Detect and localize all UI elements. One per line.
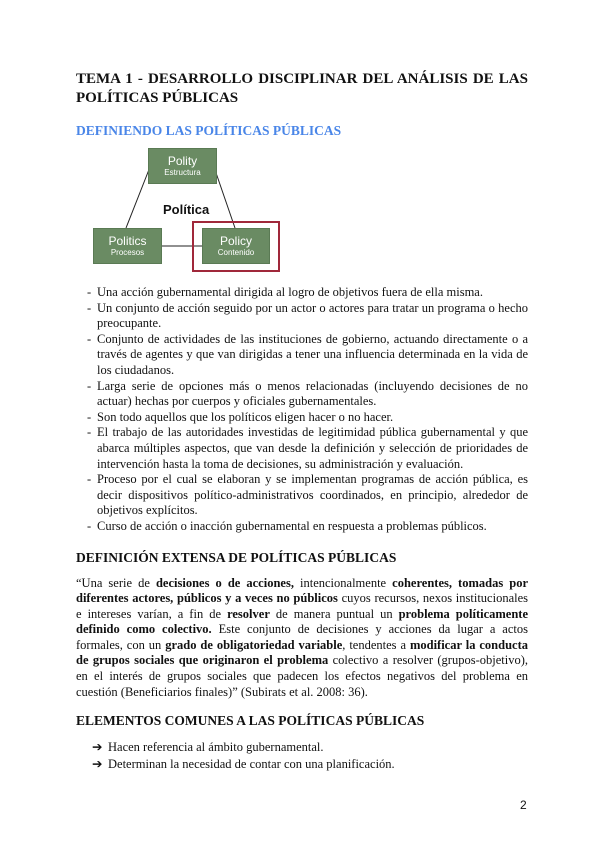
list-item: [76, 472, 528, 519]
text-segment: intencionalmente: [293, 575, 393, 590]
dash-marker: -: [87, 331, 92, 346]
dash-marker: -: [87, 518, 92, 533]
bold-text-segment: coherentes, tomadas por diferentes actores, públicos y a veces no públicos: [76, 575, 528, 606]
page-number: 2: [520, 798, 527, 812]
list-item: [76, 425, 528, 472]
policy-title: Policy: [219, 234, 252, 248]
list-item: [76, 301, 528, 332]
section-heading-definiendo: DEFINIENDO LAS POLÍTICAS PÚBLICAS: [76, 123, 342, 138]
list-item-text: Conjunto de actividades de las instituciones de gobierno, actuando directamente o a través de agentes y que van dirigidas a tener una influencia determinada en la vida de los ciudadanos.: [97, 331, 528, 377]
polity-box: [148, 148, 217, 184]
list-item-text: Larga serie de opciones más o menos relacionadas (incluyendo decisiones de no actuar) hechas por cuerpos y oficiales gubernamentales.: [97, 378, 528, 409]
list-item: [76, 379, 528, 410]
politics-title: Politics: [108, 234, 147, 248]
text-segment: , tendentes a: [342, 637, 410, 652]
bold-text-segment: grado de obligatoriedad variable: [165, 637, 343, 652]
text-segment: de manera puntual un: [269, 606, 399, 621]
bold-text-segment: modificar la conducta de grupos sociales que originaron el problema: [76, 637, 528, 668]
bold-text-segment: problema políticamente definido como colectivo.: [76, 606, 529, 637]
common-elements-list: [92, 739, 528, 772]
polity-politics-policy-diagram: [0, 139, 600, 279]
list-item: [92, 739, 528, 756]
politics-box: [93, 228, 162, 264]
arrow-icon: ➔: [92, 740, 103, 755]
definitions-list: [76, 285, 528, 535]
politics-subtitle: Procesos: [110, 248, 145, 257]
dash-marker: -: [87, 378, 92, 393]
policy-box: [202, 228, 270, 264]
bold-text-segment: decisiones o de acciones,: [155, 575, 294, 590]
document-title: TEMA 1 - DESARROLLO DISCIPLINAR DEL ANÁLISIS DE LAS POLÍTICAS PÚBLICAS: [76, 71, 528, 106]
list-item: [92, 756, 528, 773]
dash-marker: -: [87, 300, 92, 315]
polity-title: Polity: [167, 154, 198, 168]
list-item-text: Determinan la necesidad de contar con una planificación.: [108, 756, 395, 771]
section-heading-elementos-comunes: ELEMENTOS COMUNES A LAS POLÍTICAS PÚBLICAS: [76, 713, 425, 729]
polity-subtitle: Estructura: [164, 168, 201, 177]
bold-text-segment: resolver: [227, 606, 270, 621]
diagram-connectors: [0, 139, 600, 279]
dash-marker: -: [87, 425, 92, 440]
policy-subtitle: Contenido: [217, 248, 255, 257]
list-item-text: Un conjunto de acción seguido por un actor o actores para tratar un programa o hecho preocupante.: [97, 300, 528, 331]
text-segment: cuyos recursos, nexos institucionales e intereses varían, a fin de: [76, 591, 528, 621]
list-item: [76, 332, 528, 379]
list-item: [76, 519, 528, 535]
diagram-center-label: Política: [163, 202, 210, 217]
list-item-text: Proceso por el cual se elaboran y se implementan programas de acción pública, es decir dispositivos político-administrativos coordinados, en principio, alrededor de objetivos explícitos.: [97, 472, 528, 518]
list-item-text: Hacen referencia al ámbito gubernamental.: [108, 740, 324, 755]
list-item: [76, 285, 528, 301]
dash-marker: -: [87, 409, 92, 424]
list-item: [76, 410, 528, 426]
list-item-text: El trabajo de las autoridades investidas de legitimidad pública gubernamental y que abarca múltiples aspectos, que van desde la definición y selección de prioridades de intervención hasta la toma de decisiones, su administración y evaluación.: [97, 425, 528, 471]
list-item-text: Son todo aquellos que los políticos eligen hacer o no hacer.: [97, 409, 394, 424]
section-heading-definicion-extensa: DEFINICIÓN EXTENSA DE POLÍTICAS PÚBLICAS: [76, 549, 397, 565]
dash-marker: -: [87, 285, 92, 299]
text-segment: colectivo a resolver (grupos-objetivo), en el interés de grupos sociales que padecen los efectos negativos del problema en cuestión (Beneficiarios finales)” (Subirats et al. 2008: 36).: [76, 653, 528, 699]
dash-marker: -: [87, 472, 92, 487]
extended-definition-paragraph: [76, 576, 528, 701]
list-item-text: Una acción gubernamental dirigida al logro de objetivos fuera de ella misma.: [97, 285, 483, 299]
text-segment: Este conjunto de decisiones y acciones da lugar a actos formales, con un: [76, 622, 528, 652]
list-item-text: Curso de acción o inacción gubernamental en respuesta a problemas públicos.: [97, 518, 487, 533]
text-segment: “Una serie de: [76, 575, 156, 590]
arrow-icon: ➔: [92, 756, 103, 771]
